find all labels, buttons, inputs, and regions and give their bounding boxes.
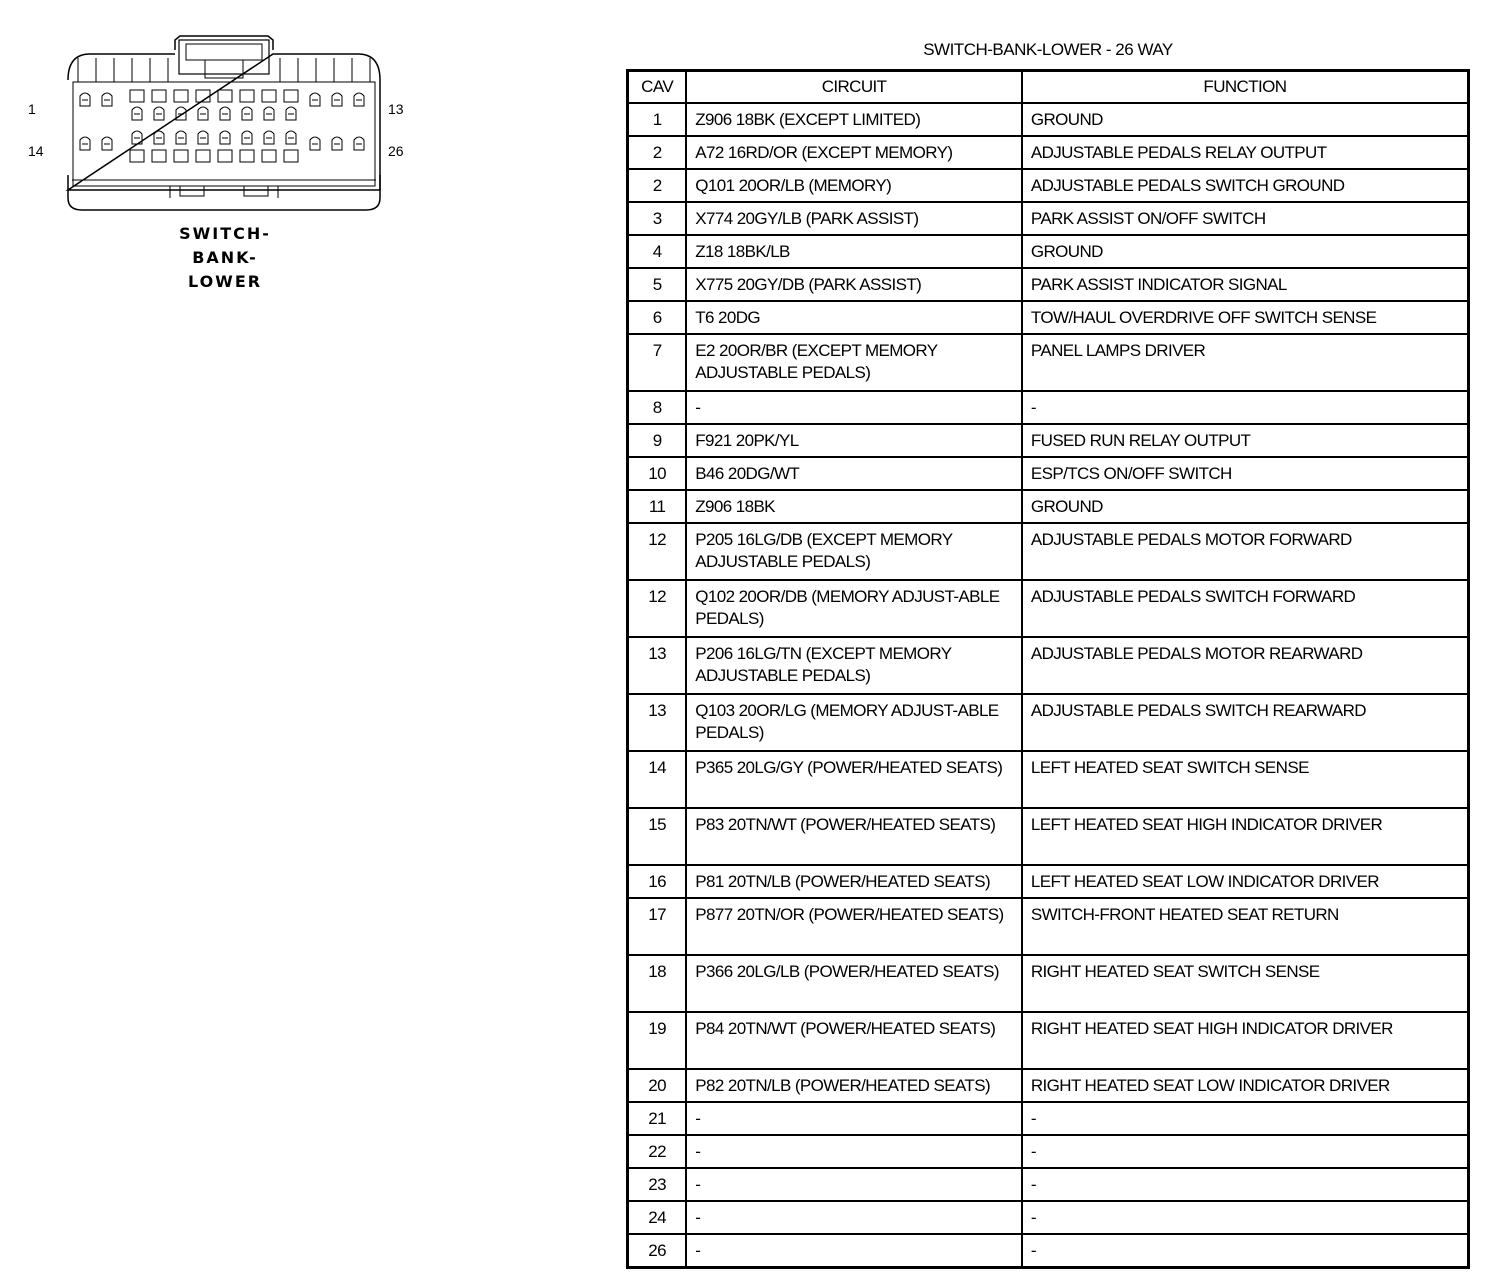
cell-cav: 13 — [628, 694, 687, 751]
cell-cav: 21 — [628, 1102, 687, 1135]
connector-outline — [20, 30, 420, 230]
table-header-row — [628, 71, 1469, 104]
cell-circuit: P83 20TN/WT (POWER/HEATED SEATS) — [686, 808, 1022, 865]
cell-function: RIGHT HEATED SEAT LOW INDICATOR DRIVER — [1022, 1069, 1469, 1102]
cell-cav: 11 — [628, 490, 687, 523]
cell-function: ESP/TCS ON/OFF SWITCH — [1022, 457, 1469, 490]
cell-circuit: - — [686, 1135, 1022, 1168]
table-row — [628, 169, 1469, 202]
cell-cav: 8 — [628, 391, 687, 424]
table-row — [628, 580, 1469, 637]
cell-circuit: P205 16LG/DB (EXCEPT MEMORY ADJUSTABLE PEDALS) — [686, 523, 1022, 580]
cell-function: FUSED RUN RELAY OUTPUT — [1022, 424, 1469, 457]
table-row — [628, 751, 1469, 808]
cell-circuit: X774 20GY/LB (PARK ASSIST) — [686, 202, 1022, 235]
cell-function: - — [1022, 1201, 1469, 1234]
cell-circuit: - — [686, 1102, 1022, 1135]
table-row — [628, 637, 1469, 694]
cell-cav: 2 — [628, 169, 687, 202]
cell-circuit: P81 20TN/LB (POWER/HEATED SEATS) — [686, 865, 1022, 898]
header-circuit: CIRCUIT — [686, 71, 1022, 104]
table-row — [628, 202, 1469, 235]
header-function: FUNCTION — [1022, 71, 1469, 104]
caption-line: BANK- — [192, 248, 258, 267]
cell-circuit: Z906 18BK (EXCEPT LIMITED) — [686, 103, 1022, 136]
cell-cav: 1 — [628, 103, 687, 136]
cell-cav: 18 — [628, 955, 687, 1012]
cell-circuit: Q101 20OR/LB (MEMORY) — [686, 169, 1022, 202]
pin-14-label: 14 — [28, 143, 44, 159]
cell-function: - — [1022, 1234, 1469, 1268]
pin-26-label: 26 — [388, 143, 404, 159]
table-row — [628, 865, 1469, 898]
cell-cav: 16 — [628, 865, 687, 898]
caption-line: SWITCH- — [179, 224, 271, 243]
table-row — [628, 898, 1469, 955]
table-row — [628, 1234, 1469, 1268]
table-row — [628, 235, 1469, 268]
cell-circuit: P82 20TN/LB (POWER/HEATED SEATS) — [686, 1069, 1022, 1102]
cell-function: - — [1022, 1102, 1469, 1135]
cell-function: GROUND — [1022, 103, 1469, 136]
cell-circuit: T6 20DG — [686, 301, 1022, 334]
cell-function: SWITCH-FRONT HEATED SEAT RETURN — [1022, 898, 1469, 955]
cell-function: TOW/HAUL OVERDRIVE OFF SWITCH SENSE — [1022, 301, 1469, 334]
cell-cav: 10 — [628, 457, 687, 490]
table-row — [628, 955, 1469, 1012]
cell-cav: 7 — [628, 334, 687, 391]
cell-function: LEFT HEATED SEAT HIGH INDICATOR DRIVER — [1022, 808, 1469, 865]
cell-cav: 26 — [628, 1234, 687, 1268]
cell-cav: 5 — [628, 268, 687, 301]
cell-circuit: P366 20LG/LB (POWER/HEATED SEATS) — [686, 955, 1022, 1012]
cell-cav: 12 — [628, 523, 687, 580]
cell-function: PARK ASSIST INDICATOR SIGNAL — [1022, 268, 1469, 301]
connector-caption — [170, 222, 280, 294]
table-row — [628, 334, 1469, 391]
cell-cav: 6 — [628, 301, 687, 334]
cell-function: ADJUSTABLE PEDALS RELAY OUTPUT — [1022, 136, 1469, 169]
cell-circuit: - — [686, 1234, 1022, 1268]
cell-function: ADJUSTABLE PEDALS MOTOR REARWARD — [1022, 637, 1469, 694]
cell-function: ADJUSTABLE PEDALS MOTOR FORWARD — [1022, 523, 1469, 580]
table-row — [628, 694, 1469, 751]
table-row — [628, 391, 1469, 424]
cell-cav: 9 — [628, 424, 687, 457]
cell-function: - — [1022, 1135, 1469, 1168]
table-row — [628, 1012, 1469, 1069]
cell-function: - — [1022, 1168, 1469, 1201]
caption-line: LOWER — [187, 272, 263, 291]
cell-circuit: P84 20TN/WT (POWER/HEATED SEATS) — [686, 1012, 1022, 1069]
table-title: SWITCH-BANK-LOWER - 26 WAY — [923, 40, 1173, 59]
header-cav: CAV — [628, 71, 687, 104]
cell-function: PARK ASSIST ON/OFF SWITCH — [1022, 202, 1469, 235]
table-row — [628, 1102, 1469, 1135]
table-row — [628, 103, 1469, 136]
cell-function: RIGHT HEATED SEAT SWITCH SENSE — [1022, 955, 1469, 1012]
table-row — [628, 1069, 1469, 1102]
cell-function: GROUND — [1022, 490, 1469, 523]
cell-circuit: A72 16RD/OR (EXCEPT MEMORY) — [686, 136, 1022, 169]
cell-cav: 15 — [628, 808, 687, 865]
cell-function: ADJUSTABLE PEDALS SWITCH REARWARD — [1022, 694, 1469, 751]
cell-cav: 2 — [628, 136, 687, 169]
cell-function: ADJUSTABLE PEDALS SWITCH GROUND — [1022, 169, 1469, 202]
cell-circuit: F921 20PK/YL — [686, 424, 1022, 457]
cell-circuit: P365 20LG/GY (POWER/HEATED SEATS) — [686, 751, 1022, 808]
cell-cav: 14 — [628, 751, 687, 808]
cell-circuit: B46 20DG/WT — [686, 457, 1022, 490]
table-row — [628, 424, 1469, 457]
table-row — [628, 268, 1469, 301]
connector-diagram — [20, 30, 420, 230]
cell-circuit: - — [686, 391, 1022, 424]
cell-cav: 20 — [628, 1069, 687, 1102]
table-row — [628, 301, 1469, 334]
cell-circuit: Q102 20OR/DB (MEMORY ADJUST-ABLE PEDALS) — [686, 580, 1022, 637]
cell-cav: 19 — [628, 1012, 687, 1069]
pin-1-label: 1 — [28, 101, 36, 117]
cell-function: GROUND — [1022, 235, 1469, 268]
cell-function: LEFT HEATED SEAT SWITCH SENSE — [1022, 751, 1469, 808]
cell-function: PANEL LAMPS DRIVER — [1022, 334, 1469, 391]
cell-cav: 17 — [628, 898, 687, 955]
cell-cav: 3 — [628, 202, 687, 235]
cell-circuit: E2 20OR/BR (EXCEPT MEMORY ADJUSTABLE PEDALS) — [686, 334, 1022, 391]
table-row — [628, 1201, 1469, 1234]
cell-function: LEFT HEATED SEAT LOW INDICATOR DRIVER — [1022, 865, 1469, 898]
cell-circuit: - — [686, 1201, 1022, 1234]
cell-cav: 13 — [628, 637, 687, 694]
table-row — [628, 136, 1469, 169]
table-row — [628, 523, 1469, 580]
cell-function: ADJUSTABLE PEDALS SWITCH FORWARD — [1022, 580, 1469, 637]
table-row — [628, 457, 1469, 490]
cell-cav: 24 — [628, 1201, 687, 1234]
cell-function: - — [1022, 391, 1469, 424]
pin-13-label: 13 — [388, 101, 404, 117]
cell-circuit: P877 20TN/OR (POWER/HEATED SEATS) — [686, 898, 1022, 955]
table-row — [628, 1168, 1469, 1201]
cell-function: RIGHT HEATED SEAT HIGH INDICATOR DRIVER — [1022, 1012, 1469, 1069]
cell-circuit: P206 16LG/TN (EXCEPT MEMORY ADJUSTABLE PEDALS) — [686, 637, 1022, 694]
cell-cav: 12 — [628, 580, 687, 637]
pin-out-table — [626, 69, 1470, 1269]
cell-cav: 22 — [628, 1135, 687, 1168]
cell-circuit: X775 20GY/DB (PARK ASSIST) — [686, 268, 1022, 301]
cell-circuit: Z906 18BK — [686, 490, 1022, 523]
cell-cav: 4 — [628, 235, 687, 268]
cell-cav: 23 — [628, 1168, 687, 1201]
cell-circuit: - — [686, 1168, 1022, 1201]
table-row — [628, 490, 1469, 523]
table-row — [628, 1135, 1469, 1168]
cell-circuit: Z18 18BK/LB — [686, 235, 1022, 268]
cell-circuit: Q103 20OR/LG (MEMORY ADJUST-ABLE PEDALS) — [686, 694, 1022, 751]
table-row — [628, 808, 1469, 865]
